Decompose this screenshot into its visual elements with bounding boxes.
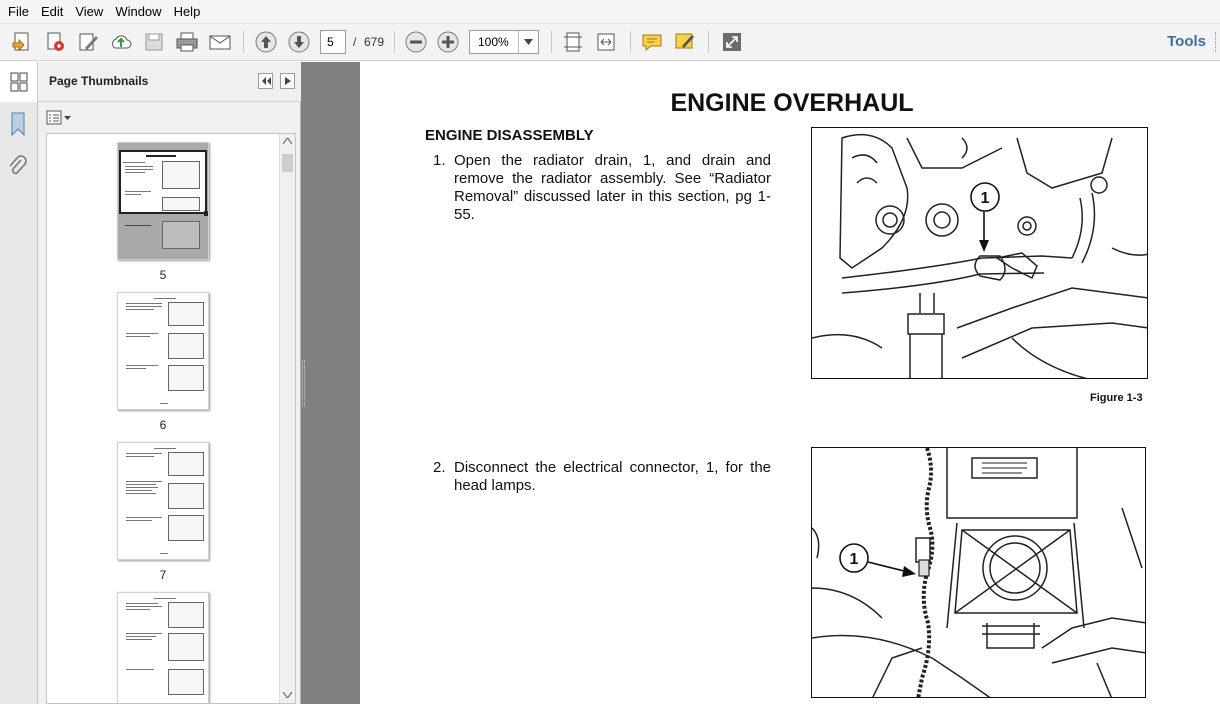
tools-button[interactable]: Tools (1167, 33, 1206, 50)
expand-icon[interactable] (718, 29, 746, 55)
page-title: ENGINE OVERHAUL (670, 89, 914, 117)
zoom-out-icon[interactable] (402, 29, 430, 55)
scroll-down-icon[interactable] (283, 692, 292, 698)
step-2-number: 2. (433, 459, 446, 476)
edit-pdf-icon[interactable] (41, 29, 69, 55)
step-1 (433, 152, 771, 228)
fit-width-icon[interactable] (592, 29, 620, 55)
thumbnail-scrollbar[interactable] (279, 134, 295, 704)
bookmark-icon[interactable] (9, 112, 27, 139)
zoom-value: 100% (478, 35, 509, 49)
figure-1-callout: 1 (980, 190, 990, 207)
step-1-number: 1. (433, 152, 446, 169)
print-icon[interactable] (173, 29, 201, 55)
menu-help[interactable]: Help (173, 4, 201, 19)
thumbnail-page-6[interactable] (117, 292, 209, 410)
zoom-in-icon[interactable] (434, 29, 462, 55)
splitter-grip[interactable] (302, 360, 305, 406)
figure-1-3-illustration (811, 127, 1148, 379)
thumbnail-label-7: 7 (159, 568, 167, 582)
scroll-up-icon[interactable] (283, 138, 292, 144)
menu-file[interactable]: File (8, 4, 29, 19)
upload-cloud-icon[interactable] (107, 29, 135, 55)
chevron-right-icon (285, 77, 291, 85)
collapse-panel-button[interactable] (258, 73, 273, 89)
navigation-strip (0, 62, 38, 704)
next-page-icon[interactable] (285, 29, 313, 55)
step-2 (433, 459, 771, 499)
thumbnails-panel (38, 62, 301, 704)
expand-panel-button[interactable] (280, 73, 295, 89)
headlamp-connector-illustration (812, 448, 1146, 698)
toolbar (0, 24, 1220, 61)
highlight-icon[interactable] (671, 29, 699, 55)
figure-1-4-illustration (811, 447, 1146, 698)
thumbnail-label-6: 6 (159, 418, 167, 432)
page-number-input[interactable]: 5 (320, 30, 346, 54)
figure-caption: Figure 1-3 (1090, 392, 1143, 404)
page-total: 679 (364, 35, 385, 49)
toolbar-grip (1215, 32, 1218, 52)
double-chevron-left-icon (261, 77, 271, 85)
thumbnail-page-7[interactable] (117, 442, 209, 560)
section-heading: ENGINE DISASSEMBLY (425, 127, 594, 144)
figure-2-callout: 1 (849, 551, 859, 568)
step-2-text: Disconnect the electrical connector, 1, for the head lamps. (454, 459, 771, 494)
scrollbar-thumb[interactable] (282, 154, 293, 172)
comment-icon[interactable] (638, 29, 666, 55)
chevron-down-icon[interactable] (518, 31, 538, 53)
document-page (360, 62, 1220, 704)
menu-edit[interactable]: Edit (40, 4, 64, 19)
step-1-text: Open the radiator drain, 1, and drain and remove the radiator assembly. See “Radiator Removal” discussed later in this section, pg 1-55. (454, 152, 771, 223)
radiator-drain-illustration (812, 128, 1148, 379)
menu-view[interactable]: View (75, 4, 104, 19)
panel-header (38, 62, 301, 102)
attachment-icon[interactable] (8, 155, 28, 182)
options-icon (46, 110, 72, 126)
thumbnail-page-8[interactable] (117, 592, 209, 704)
fit-page-icon[interactable] (559, 29, 587, 55)
zoom-select[interactable] (469, 30, 539, 54)
options-menu-button[interactable] (46, 109, 72, 127)
thumbnail-list (46, 133, 296, 704)
sign-icon[interactable] (74, 29, 102, 55)
page-thumbnails-tab[interactable] (0, 62, 38, 102)
page-separator: / (353, 35, 357, 49)
save-icon[interactable] (140, 29, 168, 55)
page-thumbnails-icon (10, 72, 28, 92)
create-pdf-icon[interactable] (8, 29, 36, 55)
menu-bar (0, 0, 1220, 24)
thumbnail-label-5: 5 (159, 268, 167, 282)
panel-title: Page Thumbnails (49, 74, 149, 88)
panel-splitter[interactable] (301, 62, 360, 704)
email-icon[interactable] (206, 29, 234, 55)
menu-window[interactable]: Window (115, 4, 162, 19)
prev-page-icon[interactable] (252, 29, 280, 55)
thumbnail-page-5[interactable] (117, 142, 209, 260)
